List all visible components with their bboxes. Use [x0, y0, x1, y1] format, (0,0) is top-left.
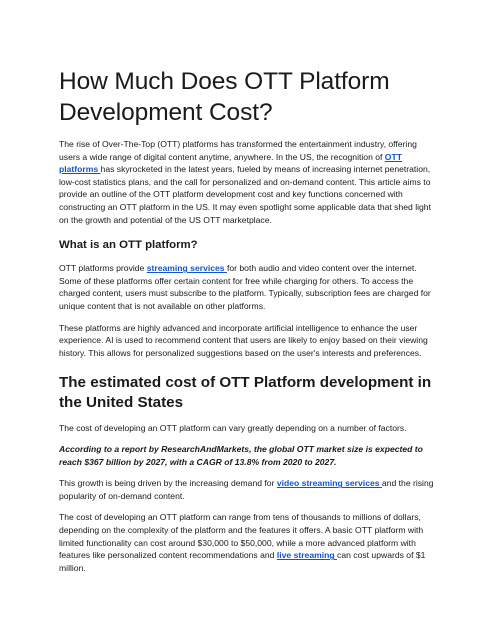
- section-heading-what-is-ott: What is an OTT platform?: [59, 239, 198, 252]
- section1-paragraph-1: [59, 262, 439, 312]
- intro-text-before-link: The rise of Over-The-Top (OTT) platforms has transformed the entertainment industry, offering users a wide range of digital content anytime, anywhere. In the US, the recognition of: [59, 139, 417, 162]
- intro-paragraph: [59, 138, 439, 226]
- section2-p3-text-before-link: This growth is being driven by the increasing demand for: [59, 478, 277, 489]
- section2-paragraph-1: The cost of developing an OTT platform can vary greatly depending on a number of factors.: [59, 422, 407, 433]
- section-heading-estimated-cost: The estimated cost of OTT Platform development in the United States: [59, 374, 432, 411]
- document-page: [59, 66, 439, 574]
- streaming-services-link[interactable]: streaming services: [146, 263, 227, 274]
- page-title: [59, 66, 439, 128]
- section2-paragraph-4: [59, 511, 439, 574]
- intro-text-after-link: has skyrocketed in the latest years, fueled by means of increasing internet penetration, low-cost statistics plans, and the call for personalized and on-demand content. This article aims to provide an outline of the OTT platform development cost and key functions concerned with constructing an OTT platform in the US. It may even spotlight some applicable data that shed light on the growth and potential of the US OTT marketplace.: [59, 164, 431, 225]
- market-report-quote: According to a report by ResearchAndMarkets, the global OTT market size is expected to reach $367 billion by 2027, with a CAGR of 13.8% from 2020 to 2027.: [59, 444, 423, 467]
- section2-p3-text-after-link: and the rising popularity of on-demand content.: [59, 478, 434, 501]
- section2-p4-text-before-link: The cost of developing an OTT platform can range from tens of thousands to millions of dollars, depending on the complexity of the platform and the features it offers. A basic OTT platform with limited functionality can cost around $30,000 to $50,000, while a more advanced platform with features like personalized content recommendations and: [59, 512, 424, 561]
- page-title-line-2: Development Cost?: [59, 99, 273, 126]
- live-streaming-link[interactable]: live streaming: [276, 550, 338, 561]
- ott-platforms-link[interactable]: OTT platforms: [59, 151, 402, 175]
- video-streaming-services-link[interactable]: video streaming services: [276, 478, 382, 489]
- section2-paragraph-3: [59, 477, 439, 502]
- section1-paragraph-2: These platforms are highly advanced and incorporate artificial intelligence to enhance the user experience. AI is used to recommend content that users are likely to enjoy based on their viewing history. This allows for personalized suggestions based on the user's interests and preferences.: [59, 322, 428, 358]
- section1-p1-text-after-link: for both audio and video content over the internet. Some of these platforms offer certain content for free while charging for others. To access the charged content, users must subscribe to the platform. Typically, subscription fees are charged for unique content that is not available on other platforms.: [59, 263, 431, 311]
- page-title-line-1: How Much Does OTT Platform: [59, 68, 390, 95]
- section2-p4-text-after-link: can cost upwards of $1 million.: [59, 550, 426, 573]
- section1-p1-text-before-link: OTT platforms provide: [59, 263, 147, 274]
